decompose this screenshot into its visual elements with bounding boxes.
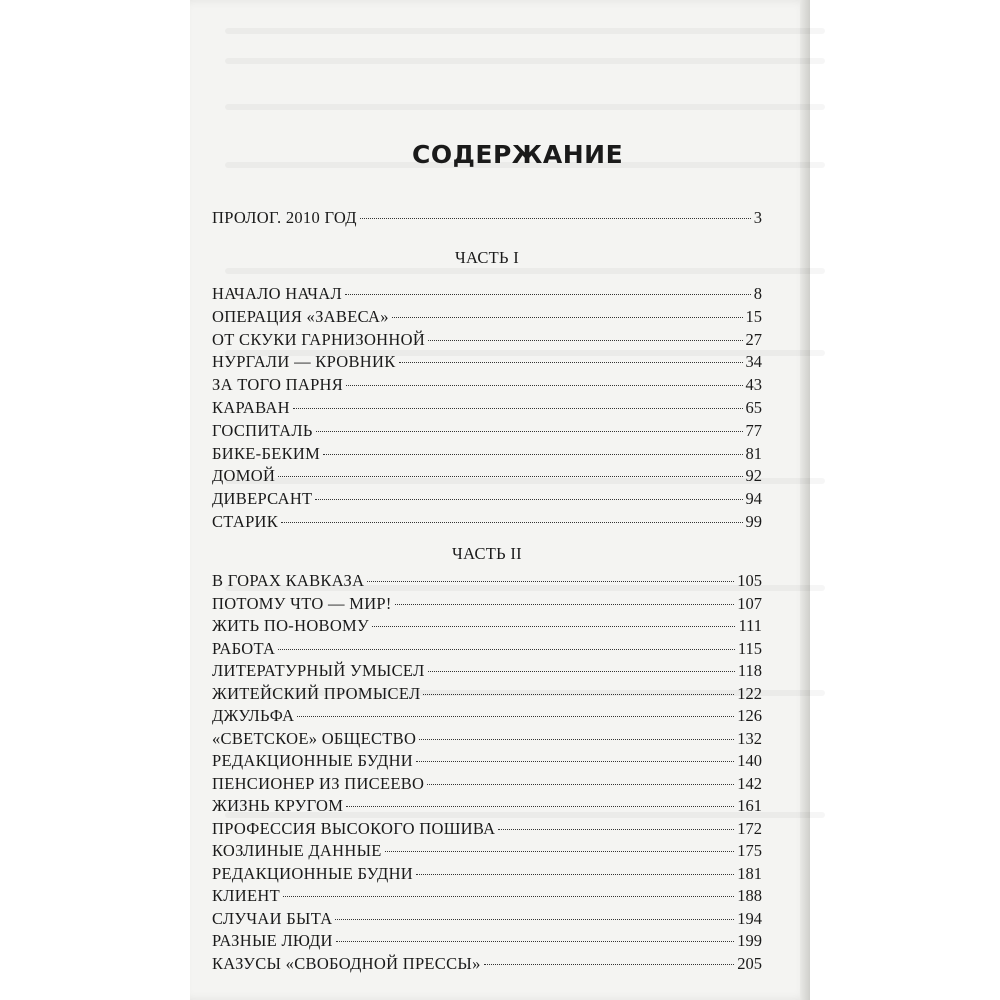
toc-entry (212, 351, 762, 373)
toc-leader-dots (360, 218, 751, 219)
toc-entry-label: КАЗУСЫ «СВОБОДНОЙ ПРЕССЫ» (212, 953, 481, 973)
toc-entry (212, 885, 762, 907)
toc-leader-dots (372, 626, 735, 627)
toc-entry-page: 8 (753, 284, 762, 303)
toc-leader-dots (423, 694, 734, 695)
toc-entry-label: КЛИЕНТ (212, 886, 280, 905)
toc-leader-dots (283, 896, 734, 897)
toc-entry-label: ЖИЗНЬ КРУГОМ (212, 796, 344, 815)
toc-entry-page: 34 (745, 352, 762, 372)
toc-leader-dots (316, 431, 743, 432)
toc-leader-dots (346, 806, 734, 807)
part-heading: ЧАСТЬ I (454, 248, 520, 267)
toc-leader-dots (416, 761, 734, 762)
toc-entry-label: ЖИТЬ ПО-НОВОМУ (212, 616, 370, 635)
toc-leader-dots (345, 294, 751, 295)
toc-entry-prologue (212, 207, 762, 229)
toc-leader-dots (297, 716, 734, 717)
toc-entry (212, 660, 762, 682)
toc-leader-dots (427, 784, 734, 785)
toc-entry-page: 122 (737, 683, 762, 703)
toc-entry-label: ГОСПИТАЛЬ (212, 420, 313, 440)
toc-leader-dots (323, 454, 742, 455)
toc-leader-dots (395, 604, 735, 605)
toc-entry (212, 750, 762, 772)
toc-entry-label: ПЕНСИОНЕР ИЗ ПИСЕЕВО (212, 773, 425, 793)
toc-entry-page: 175 (737, 841, 762, 860)
toc-entry-label: НУРГАЛИ — КРОВНИК (212, 352, 396, 372)
toc-leader-dots (293, 408, 743, 409)
toc-entry-label: ПОТОМУ ЧТО — МИР! (212, 593, 392, 613)
toc-entry (212, 773, 762, 795)
toc-entry-label: РЕДАКЦИОННЫЕ БУДНИ (212, 863, 413, 883)
show-through-line (225, 104, 825, 110)
toc-entry (212, 683, 762, 705)
toc-entry-label: НАЧАЛО НАЧАЛ (212, 284, 342, 303)
toc-entry-label: ПРОФЕССИЯ ВЫСОКОГО ПОШИВА (212, 818, 496, 838)
toc-entry (212, 374, 762, 396)
toc-entry-page: 115 (737, 638, 762, 658)
toc-entry-label: В ГОРАХ КАВКАЗА (212, 571, 365, 590)
toc-entry-label: ЛИТЕРАТУРНЫЙ УМЫСЕЛ (212, 661, 425, 680)
toc-leader-dots (385, 851, 735, 852)
toc-entry-label: ЖИТЕЙСКИЙ ПРОМЫСЕЛ (212, 683, 421, 703)
toc-entry (212, 908, 762, 930)
toc-entry-page: 111 (738, 616, 762, 635)
toc-entry-page: 140 (737, 751, 762, 770)
toc-entry-page: 65 (745, 398, 762, 417)
toc-entry-page: 3 (753, 208, 762, 227)
toc-entry-page: 81 (745, 443, 762, 463)
toc-entry-label: ДЖУЛЬФА (212, 706, 295, 725)
toc-leader-dots (399, 362, 743, 363)
toc-leader-dots (498, 829, 734, 830)
toc-entry (212, 306, 762, 328)
toc-entry-label: РАЗНЫЕ ЛЮДИ (212, 931, 333, 950)
toc-entry (212, 511, 762, 533)
toc-entry-page: 43 (745, 375, 762, 395)
toc-entry-page: 199 (737, 931, 762, 950)
toc-entry-page: 94 (745, 489, 762, 509)
toc-leader-dots (419, 739, 734, 740)
toc-entry-label: ПРОЛОГ. 2010 ГОД (212, 208, 357, 227)
toc-leader-dots (484, 964, 735, 965)
toc-entry (212, 570, 762, 592)
toc-entry-page: 194 (737, 908, 762, 928)
toc-entry (212, 638, 762, 660)
toc-leader-dots (428, 671, 735, 672)
toc-entry-page: 27 (745, 329, 762, 349)
toc-entry-page: 161 (737, 796, 762, 815)
toc-entry-page: 126 (737, 706, 762, 725)
toc-entry (212, 443, 762, 465)
toc-entry (212, 795, 762, 817)
toc-entry-label: КОЗЛИНЫЕ ДАННЫЕ (212, 841, 382, 860)
show-through-line (225, 28, 825, 34)
toc-entry-label: ОТ СКУКИ ГАРНИЗОННОЙ (212, 329, 426, 349)
toc-entry (212, 930, 762, 952)
toc-entry-page: 132 (737, 728, 762, 748)
toc-entry (212, 863, 762, 885)
page-title: СОДЕРЖАНИЕ (412, 140, 624, 169)
toc-entry (212, 488, 762, 510)
toc-entry-page: 107 (737, 593, 762, 613)
toc-entry-page: 205 (737, 953, 762, 973)
part-heading: ЧАСТЬ II (452, 544, 522, 563)
toc-entry-label: ОПЕРАЦИЯ «ЗАВЕСА» (212, 306, 389, 326)
toc-entry-page: 99 (745, 512, 762, 531)
toc-entry (212, 705, 762, 727)
show-through-line (225, 58, 825, 64)
toc-entry (212, 420, 762, 442)
toc-entry-page: 172 (737, 818, 762, 838)
toc-entry-label: КАРАВАН (212, 398, 290, 417)
toc-entry-page: 15 (745, 306, 762, 326)
toc-leader-dots (428, 340, 742, 341)
toc-entry (212, 593, 762, 615)
toc-leader-dots (367, 581, 734, 582)
toc-entry-page: 181 (737, 863, 762, 883)
toc-entry-label: БИКЕ-БЕКИМ (212, 443, 321, 463)
toc-entry-page: 188 (737, 886, 762, 905)
toc-entry-label: ДОМОЙ (212, 466, 276, 486)
toc-leader-dots (335, 919, 734, 920)
toc-entry-page: 142 (737, 773, 762, 793)
toc-entry (212, 953, 762, 975)
toc-leader-dots (315, 499, 742, 500)
toc-entry (212, 840, 762, 862)
toc-leader-dots (392, 317, 743, 318)
toc-leader-dots (336, 941, 735, 942)
toc-entry-page: 118 (737, 661, 762, 680)
show-through-line (225, 268, 825, 274)
toc-leader-dots (346, 385, 742, 386)
toc-entry-page: 77 (745, 420, 762, 440)
toc-entry-label: СТАРИК (212, 512, 279, 531)
toc-entry (212, 397, 762, 419)
toc-entry (212, 329, 762, 351)
toc-entry-label: СЛУЧАИ БЫТА (212, 908, 333, 928)
toc-entry-label: РАБОТА (212, 638, 276, 658)
toc-entry-label: «СВЕТСКОЕ» ОБЩЕСТВО (212, 728, 417, 748)
toc-leader-dots (281, 522, 742, 523)
toc-leader-dots (278, 476, 742, 477)
toc-entry-label: РЕДАКЦИОННЫЕ БУДНИ (212, 751, 413, 770)
toc-entry (212, 728, 762, 750)
toc-entry (212, 465, 762, 487)
toc-entry-page: 92 (745, 466, 762, 486)
toc-entry-page: 105 (737, 571, 762, 590)
toc-leader-dots (416, 874, 734, 875)
page-edge (800, 0, 810, 1000)
toc-entry (212, 283, 762, 305)
toc-entry (212, 818, 762, 840)
toc-entry-label: ДИВЕРСАНТ (212, 489, 313, 509)
toc-leader-dots (278, 649, 735, 650)
toc-entry-label: ЗА ТОГО ПАРНЯ (212, 375, 344, 395)
toc-entry (212, 615, 762, 637)
